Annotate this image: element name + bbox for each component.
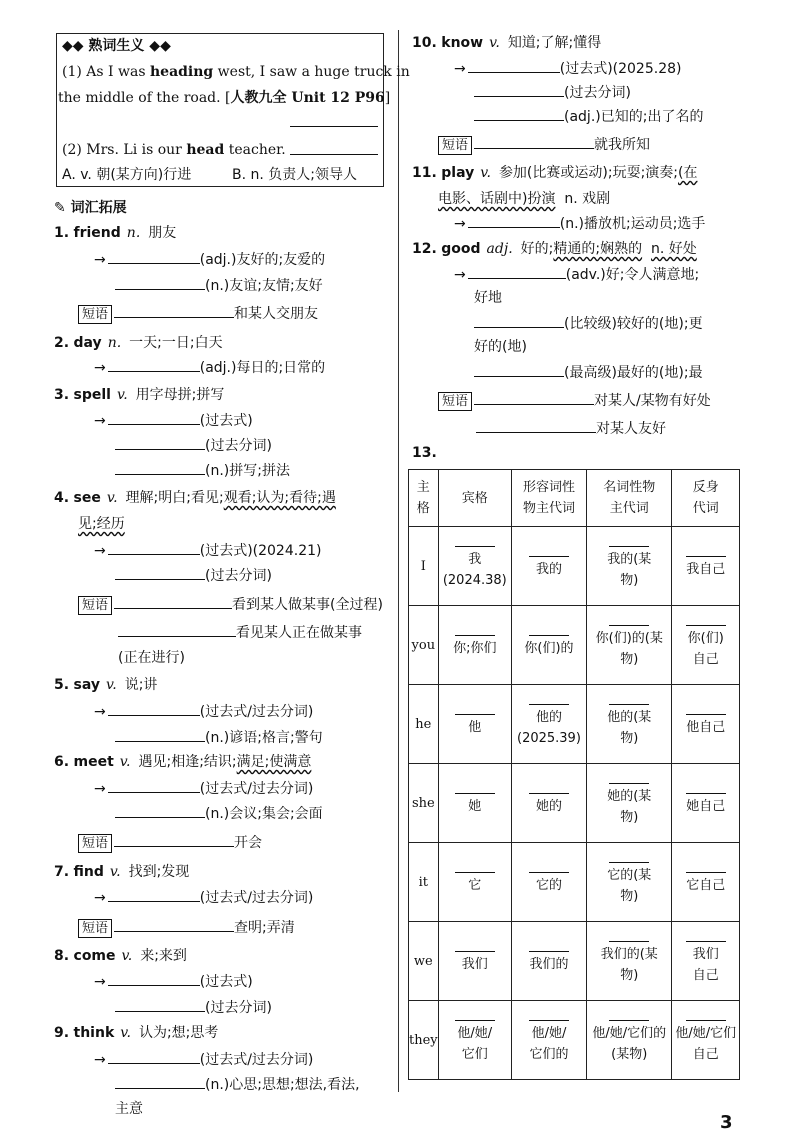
answer-blank[interactable] xyxy=(474,362,564,377)
answer-blank[interactable] xyxy=(455,631,495,636)
answer-blank[interactable] xyxy=(609,858,649,863)
answer-blank[interactable] xyxy=(529,789,569,794)
answer-blank[interactable] xyxy=(115,997,205,1012)
idiom-sentence-1: (1) As I was heading west, I saw a huge truck in xyxy=(62,64,410,80)
answer-blank[interactable] xyxy=(476,418,596,433)
answer-blank[interactable] xyxy=(108,540,200,555)
answer-blank[interactable] xyxy=(474,313,564,328)
answer-blank[interactable] xyxy=(686,621,726,626)
entry-7: 7. find v. 找到;发现 xyxy=(54,864,190,880)
answer-blank[interactable] xyxy=(108,701,200,716)
idiom-sentence-1-cont: the middle of the road. [人教九全 Unit 12 P96] xyxy=(58,90,391,106)
table-row: they 他/她/它们 他/她/它们的 他/她/它们的(某物) 他/她/它们自己 xyxy=(409,1001,740,1080)
idiom-box xyxy=(56,33,384,187)
answer-blank[interactable] xyxy=(290,140,378,155)
entry-3: 3. spell v. 用字母拼;拼写 xyxy=(54,387,225,403)
answer-blank[interactable] xyxy=(108,357,200,372)
answer-blank[interactable] xyxy=(455,710,495,715)
pencil-icon: ✎ xyxy=(54,200,66,216)
answer-blank[interactable] xyxy=(114,832,234,847)
table-row: she 她 她的 她的(某物) 她自己 xyxy=(409,764,740,843)
idiom-option-a: A. v. 朝(某方向)行进 xyxy=(62,167,192,183)
header-object: 宾格 xyxy=(438,470,511,527)
answer-blank[interactable] xyxy=(529,631,569,636)
table-row: you 你;你们 你(们)的 你(们)的(某物) 你(们)自己 xyxy=(409,606,740,685)
answer-blank[interactable] xyxy=(609,779,649,784)
answer-blank[interactable] xyxy=(115,275,205,290)
arrow-icon: → xyxy=(94,1052,106,1068)
answer-blank[interactable] xyxy=(474,82,564,97)
answer-blank[interactable] xyxy=(474,390,594,405)
header-adj-possessive: 形容词性物主代词 xyxy=(511,470,586,527)
answer-blank[interactable] xyxy=(115,435,205,450)
answer-blank[interactable] xyxy=(609,621,649,626)
answer-blank[interactable] xyxy=(115,803,205,818)
answer-blank[interactable] xyxy=(118,622,236,637)
answer-blank[interactable] xyxy=(115,727,205,742)
entry-4: 4. see v. 理解;明白;看见;观看;认为;看待;遇 xyxy=(54,490,336,506)
answer-blank[interactable] xyxy=(468,264,566,279)
answer-blank[interactable] xyxy=(115,460,205,475)
table-row: I 我(2024.38) 我的 我的(某物) 我自己 xyxy=(409,527,740,606)
answer-blank[interactable] xyxy=(529,947,569,952)
answer-blank[interactable] xyxy=(468,213,560,228)
answer-blank[interactable] xyxy=(108,1049,200,1064)
phrase-tag: 短语 xyxy=(78,834,112,853)
phrase-tag: 短语 xyxy=(438,136,472,155)
pronoun-table xyxy=(408,469,740,1080)
answer-blank[interactable] xyxy=(108,971,200,986)
answer-blank[interactable] xyxy=(114,303,234,318)
entry-9: 9. think v. 认为;想;思考 xyxy=(54,1025,219,1041)
arrow-icon: → xyxy=(454,267,466,283)
entry-2: 2. day n. 一天;一日;白天 xyxy=(54,335,223,351)
answer-blank[interactable] xyxy=(455,789,495,794)
answer-blank[interactable] xyxy=(474,134,594,149)
arrow-icon: → xyxy=(454,61,466,77)
section-title: ✎ 词汇拓展 xyxy=(54,200,127,216)
answer-blank[interactable] xyxy=(108,887,200,902)
answer-blank[interactable] xyxy=(529,1016,569,1021)
idiom-title: ◆◆ 熟词生义 ◆◆ xyxy=(62,38,171,54)
answer-blank[interactable] xyxy=(455,947,495,952)
arrow-icon: → xyxy=(94,543,106,559)
phrase-tag: 短语 xyxy=(78,305,112,324)
answer-blank[interactable] xyxy=(686,937,726,942)
page-number: 3 xyxy=(720,1112,733,1133)
entry-5: 5. say v. 说;讲 xyxy=(54,677,158,693)
phrase-tag: 短语 xyxy=(438,392,472,411)
entry-11-cont: 电影、话剧中)扮演 n. 戏剧 xyxy=(438,191,611,207)
answer-blank[interactable] xyxy=(108,249,200,264)
header-subject: 主格 xyxy=(409,470,439,527)
answer-blank[interactable] xyxy=(114,917,234,932)
arrow-icon: → xyxy=(94,704,106,720)
entry-10: 10. know v. 知道;了解;懂得 xyxy=(412,35,602,51)
entry-4-cont: 见;经历 xyxy=(78,516,125,532)
phrase-tag: 短语 xyxy=(78,596,112,615)
answer-blank[interactable] xyxy=(115,1074,205,1089)
entry-11: 11. play v. 参加(比赛或运动);玩耍;演奏;(在 xyxy=(412,165,698,181)
answer-blank[interactable] xyxy=(609,542,649,547)
idiom-sentence-2: (2) Mrs. Li is our head teacher. xyxy=(62,142,286,158)
arrow-icon: → xyxy=(94,252,106,268)
answer-blank[interactable] xyxy=(474,106,564,121)
column-divider xyxy=(398,30,399,1092)
answer-blank[interactable] xyxy=(529,700,569,705)
table-row: it 它 它的 它的(某物) 它自己 xyxy=(409,843,740,922)
arrow-icon: → xyxy=(94,890,106,906)
arrow-icon: → xyxy=(94,413,106,429)
answer-blank[interactable] xyxy=(468,58,560,73)
answer-blank[interactable] xyxy=(455,542,495,547)
entry-12: 12. good adj. 好的;精通的;娴熟的 n. 好处 xyxy=(412,241,697,257)
answer-blank[interactable] xyxy=(108,778,200,793)
entry-1: 1. friend n. 朋友 xyxy=(54,225,177,241)
entry-6: 6. meet v. 遇见;相逢;结识;满足;使满意 xyxy=(54,754,312,770)
answer-blank[interactable] xyxy=(108,410,200,425)
entry-12-cont: 好地 xyxy=(474,290,502,306)
answer-blank[interactable] xyxy=(686,789,726,794)
answer-blank[interactable] xyxy=(115,565,205,580)
entry-9-cont: 主意 xyxy=(115,1101,143,1117)
idiom-option-b: B. n. 负责人;领导人 xyxy=(232,167,357,183)
entry-12-cont2: 好的(地) xyxy=(474,339,527,355)
table-row: we 我们 我们的 我们的(某物) 我们自己 xyxy=(409,922,740,1001)
answer-blank[interactable] xyxy=(455,868,495,873)
entry-8: 8. come v. 来;来到 xyxy=(54,948,187,964)
arrow-icon: → xyxy=(454,216,466,232)
entry-13: 13. xyxy=(412,445,437,461)
answer-blank[interactable] xyxy=(686,1016,726,1021)
phrase-tag: 短语 xyxy=(78,919,112,938)
answer-blank[interactable] xyxy=(609,700,649,705)
answer-blank[interactable] xyxy=(114,594,232,609)
header-noun-possessive: 名词性物主代词 xyxy=(587,470,672,527)
answer-blank[interactable] xyxy=(290,112,378,127)
table-header-row xyxy=(409,470,740,527)
answer-blank[interactable] xyxy=(686,710,726,715)
header-reflexive: 反身代词 xyxy=(672,470,740,527)
answer-blank[interactable] xyxy=(609,937,649,942)
arrow-icon: → xyxy=(94,974,106,990)
answer-blank[interactable] xyxy=(529,552,569,557)
answer-blank[interactable] xyxy=(609,1016,649,1021)
answer-blank[interactable] xyxy=(529,868,569,873)
answer-blank[interactable] xyxy=(455,1016,495,1021)
answer-blank[interactable] xyxy=(686,868,726,873)
answer-blank[interactable] xyxy=(686,552,726,557)
arrow-icon: → xyxy=(94,360,106,376)
arrow-icon: → xyxy=(94,781,106,797)
entry-4-note: (正在进行) xyxy=(118,650,185,666)
table-row: he 他 他的(2025.39) 他的(某物) 他自己 xyxy=(409,685,740,764)
